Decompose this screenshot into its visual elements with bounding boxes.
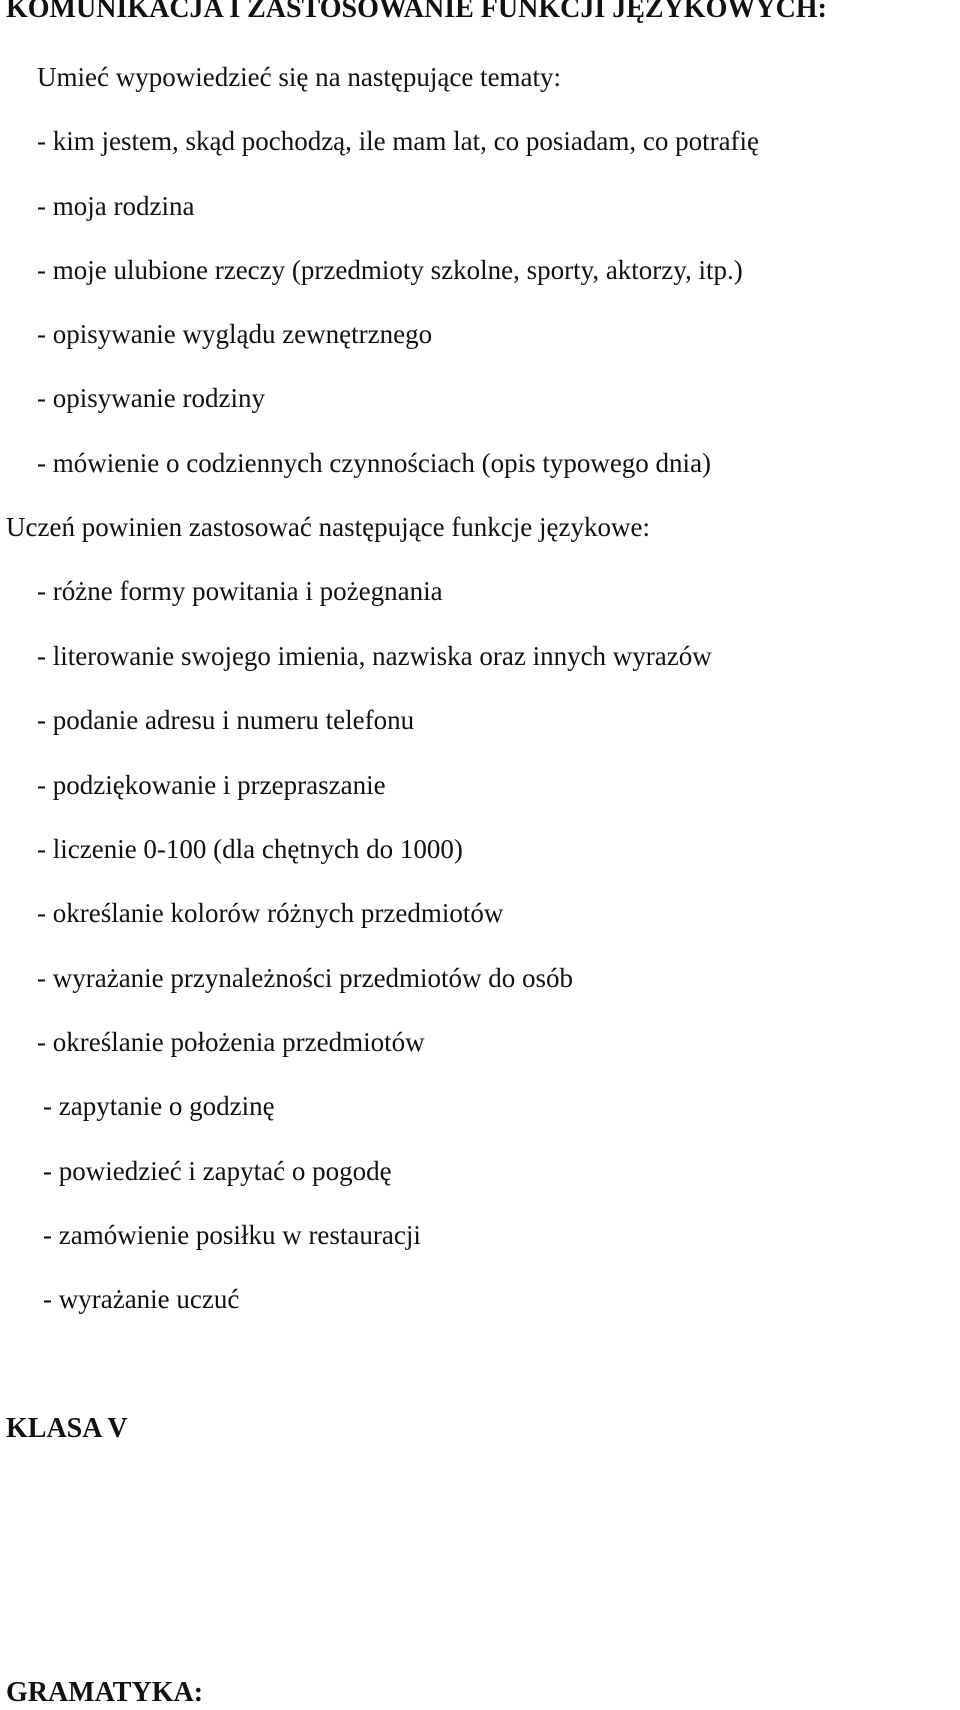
function-item: - powiedzieć i zapytać o pogodę: [43, 1156, 392, 1186]
topic-item: - mówienie o codziennych czynnościach (opis typowego dnia): [37, 448, 712, 478]
topics-intro: Umieć wypowiedzieć się na następujące tematy:: [37, 62, 562, 92]
function-item: - wyrażanie przynależności przedmiotów do osób: [37, 963, 574, 993]
grammar-heading: GRAMATYKA:: [6, 1677, 204, 1708]
function-item: - podanie adresu i numeru telefonu: [37, 705, 415, 735]
topic-item: - moja rodzina: [37, 191, 195, 221]
topic-item: - kim jestem, skąd pochodzą, ile mam lat, co posiadam, co potrafię: [37, 126, 760, 156]
function-item: - literowanie swojego imienia, nazwiska oraz innych wyrazów: [37, 641, 712, 671]
class-heading: KLASA V: [6, 1413, 128, 1444]
function-item: - liczenie 0-100 (dla chętnych do 1000): [37, 834, 463, 864]
function-item: - zapytanie o godzinę: [43, 1091, 275, 1121]
function-item: - określanie położenia przedmiotów: [37, 1027, 425, 1057]
section-heading-communication: KOMUNIKACJA I ZASTOSOWANIE FUNKCJI JĘZYKOWYCH:: [6, 0, 827, 24]
functions-intro: Uczeń powinien zastosować następujące funkcje językowe:: [6, 512, 650, 542]
function-item: - wyrażanie uczuć: [43, 1284, 240, 1314]
function-item: - określanie kolorów różnych przedmiotów: [37, 898, 504, 928]
function-item: - różne formy powitania i pożegnania: [37, 576, 443, 606]
topic-item: - opisywanie rodziny: [37, 383, 265, 413]
topic-item: - opisywanie wyglądu zewnętrznego: [37, 319, 433, 349]
function-item: - podziękowanie i przepraszanie: [37, 770, 386, 800]
topic-item: - moje ulubione rzeczy (przedmioty szkolne, sporty, aktorzy, itp.): [37, 255, 743, 285]
function-item: - zamówienie posiłku w restauracji: [43, 1220, 421, 1250]
